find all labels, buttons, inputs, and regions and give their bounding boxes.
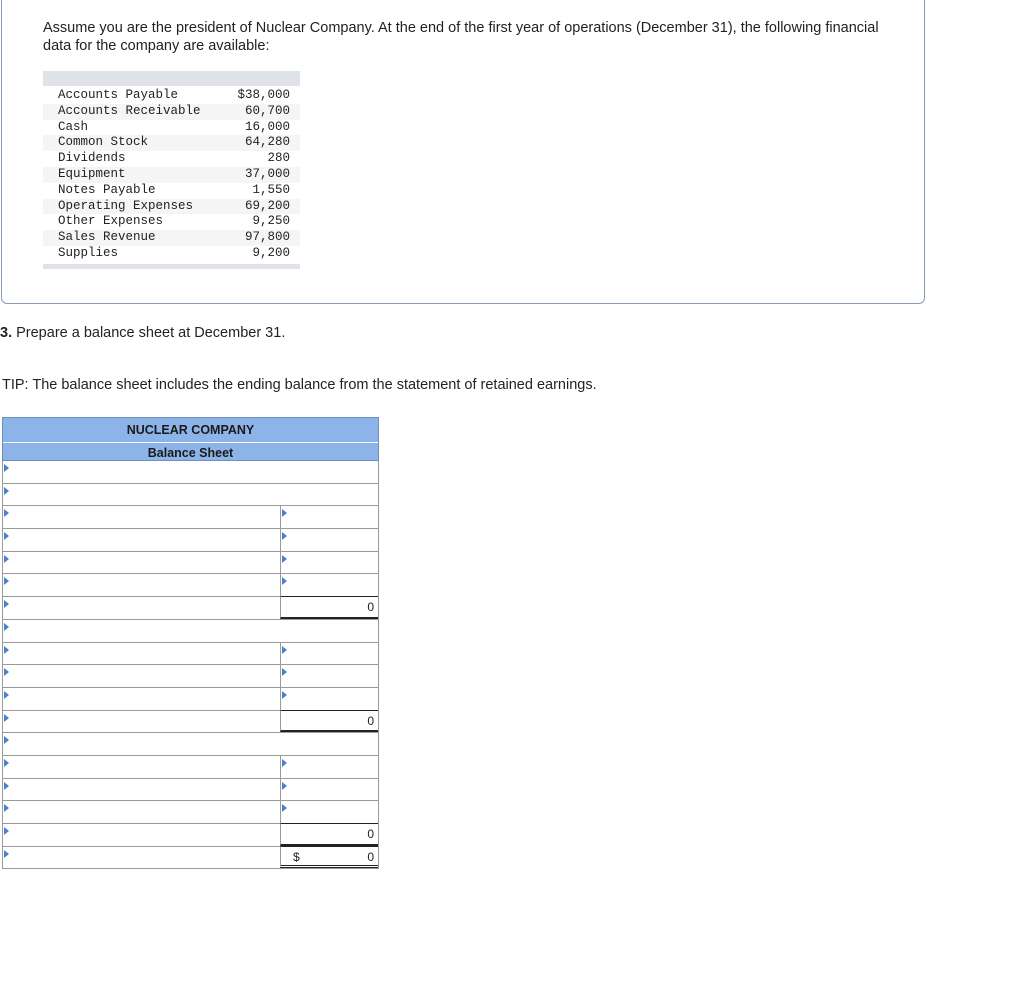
balance-sheet-line-row[interactable]	[2, 688, 379, 711]
financial-row-value: 9,200	[252, 245, 290, 260]
dropdown-arrow-icon[interactable]	[4, 804, 9, 812]
intro-text: Assume you are the president of Nuclear Company. At the end of the first year of operations (December 31), the following financial data for the company are available:	[43, 20, 879, 54]
dropdown-arrow-icon[interactable]	[4, 509, 9, 517]
company-name: NUCLEAR COMPANY	[3, 418, 378, 443]
amount-input[interactable]	[280, 687, 378, 710]
balance-sheet-line-row[interactable]	[2, 552, 379, 575]
financial-row-value: $38,000	[237, 88, 290, 102]
amount-input[interactable]	[280, 551, 378, 574]
amount-input[interactable]	[280, 664, 378, 687]
amount-input[interactable]	[280, 778, 378, 801]
financial-row-value: 1,550	[252, 182, 290, 197]
balance-sheet-total-row[interactable]	[2, 824, 379, 847]
question-text: Prepare a balance sheet at December 31.	[12, 325, 286, 341]
currency-symbol: $	[293, 849, 300, 864]
balance-sheet-heading-row[interactable]	[2, 484, 379, 507]
balance-sheet-total-row[interactable]	[2, 711, 379, 734]
tip-text: TIP: The balance sheet includes the ending balance from the statement of retained earnings.	[2, 377, 597, 393]
financial-row-value: 97,800	[244, 230, 290, 245]
dropdown-arrow-icon[interactable]	[4, 623, 9, 631]
financial-row	[43, 151, 300, 167]
financial-row-label: Accounts Payable	[58, 88, 179, 102]
balance-sheet-line-row[interactable]	[2, 779, 379, 802]
subtotal-value: 0	[280, 596, 378, 619]
balance-sheet-heading-row[interactable]	[2, 461, 379, 484]
dropdown-arrow-icon[interactable]	[282, 646, 287, 654]
dropdown-arrow-icon[interactable]	[4, 600, 9, 608]
amount-input[interactable]	[280, 528, 378, 551]
financial-row	[43, 120, 300, 136]
financial-row-label: Equipment	[58, 166, 126, 181]
financial-row-label: Common Stock	[58, 135, 149, 150]
dropdown-arrow-icon[interactable]	[4, 646, 9, 654]
balance-sheet-grand-total-row[interactable]	[2, 847, 379, 870]
financial-row-label: Dividends	[58, 151, 126, 166]
dropdown-arrow-icon[interactable]	[4, 555, 9, 563]
dropdown-arrow-icon[interactable]	[4, 759, 9, 767]
financial-row-label: Notes Payable	[58, 182, 156, 197]
balance-sheet-total-row[interactable]	[2, 597, 379, 620]
balance-sheet-line-row[interactable]	[2, 665, 379, 688]
financial-row-label: Operating Expenses	[58, 198, 194, 213]
financial-row	[43, 167, 300, 183]
financial-row-value: 69,200	[244, 198, 290, 213]
financial-row-value: 9,250	[252, 214, 290, 229]
dropdown-arrow-icon[interactable]	[282, 782, 287, 790]
dropdown-arrow-icon[interactable]	[282, 759, 287, 767]
balance-sheet-line-row[interactable]	[2, 643, 379, 666]
statement-title: Balance Sheet	[147, 446, 234, 460]
financial-row-label: Cash	[58, 119, 89, 134]
dropdown-arrow-icon[interactable]	[4, 577, 9, 585]
financial-row	[43, 104, 300, 120]
financial-table-rows	[43, 86, 300, 262]
financial-row	[43, 246, 300, 262]
financial-row-value: 16,000	[244, 119, 290, 134]
subtotal-value: 0	[280, 823, 378, 846]
balance-sheet-heading-row[interactable]	[2, 733, 379, 756]
financial-row-value: 64,280	[244, 135, 290, 150]
dropdown-arrow-icon[interactable]	[282, 555, 287, 563]
financial-data-table	[43, 71, 300, 269]
balance-sheet-heading-row[interactable]	[2, 620, 379, 643]
financial-row-label: Accounts Receivable	[58, 103, 201, 118]
financial-row	[43, 183, 300, 199]
amount-input[interactable]	[280, 642, 378, 665]
financial-row-value: 60,700	[244, 103, 290, 118]
financial-table-footer-bar	[43, 264, 300, 269]
dropdown-arrow-icon[interactable]	[282, 577, 287, 585]
balance-sheet-worksheet	[2, 417, 379, 869]
amount-input[interactable]	[280, 505, 378, 528]
financial-row-value: 280	[267, 151, 290, 166]
grand-total-value	[280, 846, 378, 869]
amount-input[interactable]	[280, 573, 378, 596]
balance-sheet-line-row[interactable]	[2, 506, 379, 529]
financial-row	[43, 214, 300, 230]
dropdown-arrow-icon[interactable]	[4, 736, 9, 744]
question-number: 3.	[0, 325, 13, 341]
dropdown-arrow-icon[interactable]	[4, 691, 9, 699]
dropdown-arrow-icon[interactable]	[282, 804, 287, 812]
balance-sheet-line-row[interactable]	[2, 801, 379, 824]
dropdown-arrow-icon[interactable]	[282, 668, 287, 676]
financial-row-value: 37,000	[244, 166, 290, 181]
dropdown-arrow-icon[interactable]	[4, 782, 9, 790]
dropdown-arrow-icon[interactable]	[282, 532, 287, 540]
dropdown-arrow-icon[interactable]	[4, 827, 9, 835]
financial-row-label: Supplies	[58, 245, 119, 260]
grand-total-amount: 0	[367, 849, 374, 864]
dropdown-arrow-icon[interactable]	[4, 668, 9, 676]
financial-table-header-bar	[43, 71, 300, 86]
amount-input[interactable]	[280, 800, 378, 823]
dropdown-arrow-icon[interactable]	[4, 850, 9, 858]
balance-sheet-line-row[interactable]	[2, 529, 379, 552]
dropdown-arrow-icon[interactable]	[4, 714, 9, 722]
balance-sheet-header	[2, 417, 379, 461]
balance-sheet-line-row[interactable]	[2, 756, 379, 779]
dropdown-arrow-icon[interactable]	[4, 532, 9, 540]
subtotal-value: 0	[280, 710, 378, 733]
amount-input[interactable]	[280, 755, 378, 778]
financial-row	[43, 199, 300, 215]
dropdown-arrow-icon[interactable]	[282, 509, 287, 517]
financial-row	[43, 135, 300, 151]
dropdown-arrow-icon[interactable]	[282, 691, 287, 699]
balance-sheet-line-row[interactable]	[2, 574, 379, 597]
dropdown-arrow-icon[interactable]	[4, 487, 9, 495]
dropdown-arrow-icon[interactable]	[4, 464, 9, 472]
financial-row	[43, 88, 300, 104]
financial-row	[43, 230, 300, 246]
question-prompt	[0, 325, 285, 341]
financial-row-label: Other Expenses	[58, 214, 164, 229]
financial-row-label: Sales Revenue	[58, 230, 156, 245]
